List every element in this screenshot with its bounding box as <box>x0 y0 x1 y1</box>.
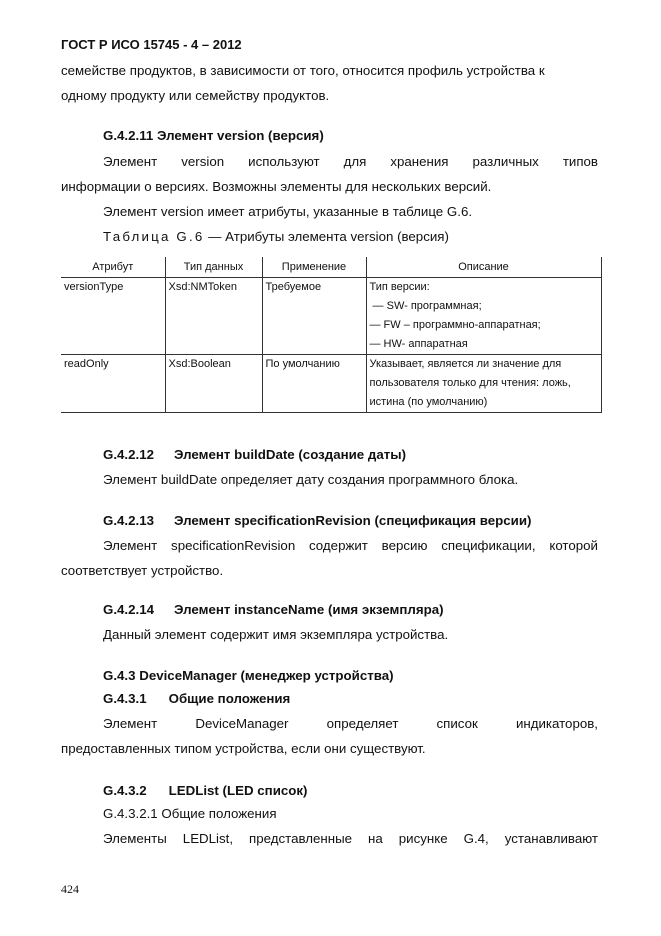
section-heading-g4321: G.4.3.2.1 Общие положения <box>103 806 277 821</box>
table-caption-text: — Атрибуты элемента version (версия) <box>204 229 449 244</box>
section-title: Элемент specificationRevision (спецификация версии) <box>174 513 532 528</box>
intro-line-1: семействе продуктов, в зависимости от того, относится профиль устройства к <box>61 63 545 78</box>
cell-type: Xsd:NMToken <box>165 278 262 355</box>
column-header-usage: Применение <box>262 257 366 278</box>
section-number: G.4.3.1 <box>103 691 147 706</box>
table-row <box>61 278 601 355</box>
description-line: — FW – программно-аппаратная; <box>369 319 541 331</box>
attributes-table <box>61 257 602 413</box>
g431-paragraph-line-1: Элемент DeviceManager определяет список индикаторов, <box>103 716 598 731</box>
section-title: Элемент buildDate (создание даты) <box>174 447 407 462</box>
cell-description <box>366 278 601 355</box>
cell-description <box>366 355 601 413</box>
table-header-row <box>61 257 601 278</box>
section-number: G.4.3.2 <box>103 783 147 798</box>
table-caption-label: Таблица G.6 <box>103 229 205 244</box>
column-header-attribute: Атрибут <box>61 257 165 278</box>
page-number: 424 <box>61 882 79 896</box>
section-heading-g431 <box>103 690 290 708</box>
table-caption <box>103 228 449 246</box>
cell-usage: По умолчанию <box>262 355 366 413</box>
g4321-paragraph-line-1: Элементы LEDList, представленные на рисунке G.4, устанавливают <box>103 831 598 846</box>
cell-attribute: versionType <box>61 278 165 355</box>
column-header-description: Описание <box>366 257 601 278</box>
g4211-paragraph-line-2: информации о версиях. Возможны элементы для нескольких версий. <box>61 179 492 194</box>
column-header-type: Тип данных <box>165 257 262 278</box>
g4213-paragraph-line-2: соответствует устройство. <box>61 563 224 578</box>
section-heading-g432 <box>103 782 307 800</box>
description-line: — SW- программная; <box>369 300 482 312</box>
section-heading-g4213 <box>103 512 531 530</box>
g4211-paragraph-2: Элемент version имеет атрибуты, указанные в таблице G.6. <box>103 204 473 219</box>
section-title: Общие положения <box>168 691 291 706</box>
g4213-paragraph-line-1: Элемент specificationRevision содержит версию спецификации, которой <box>103 538 598 553</box>
cell-usage: Требуемое <box>262 278 366 355</box>
section-heading-g4212 <box>103 446 406 464</box>
description-line: пользователя только для чтения: ложь, <box>369 377 571 389</box>
cell-attribute: readOnly <box>61 355 165 413</box>
section-heading-g4214 <box>103 601 444 619</box>
g4211-paragraph-line-1: Элемент version используют для хранения различных типов <box>103 154 598 169</box>
description-line: Указывает, является ли значение для <box>369 358 562 370</box>
cell-type: Xsd:Boolean <box>165 355 262 413</box>
section-title: LEDList (LED список) <box>168 783 308 798</box>
description-line: истина (по умолчанию) <box>369 396 488 408</box>
g4212-paragraph: Элемент buildDate определяет дату создания программного блока. <box>103 472 519 487</box>
section-title: Элемент instanceName (имя экземпляра) <box>174 602 444 617</box>
section-number: G.4.2.13 <box>103 513 155 528</box>
section-heading-g4211: G.4.2.11 Элемент version (версия) <box>103 128 324 143</box>
description-line: — HW- аппаратная <box>369 338 468 350</box>
document-header-title: ГОСТ Р ИСО 15745 - 4 – 2012 <box>61 37 242 52</box>
table-row <box>61 355 601 413</box>
g4214-paragraph: Данный элемент содержит имя экземпляра устройства. <box>103 627 449 642</box>
section-heading-g43: G.4.3 DeviceManager (менеджер устройства) <box>103 668 394 683</box>
g431-paragraph-line-2: предоставленных типом устройства, если они существуют. <box>61 741 426 756</box>
intro-line-2: одному продукту или семейству продуктов. <box>61 88 330 103</box>
section-number: G.4.2.12 <box>103 447 155 462</box>
description-line: Тип версии: <box>369 281 430 293</box>
section-number: G.4.2.14 <box>103 602 155 617</box>
